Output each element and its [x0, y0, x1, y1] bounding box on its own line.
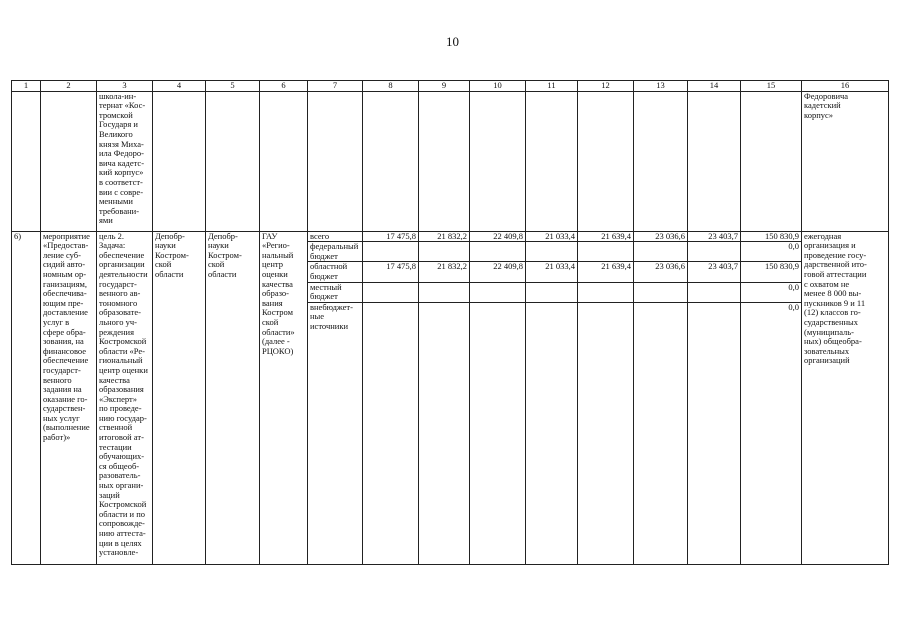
cell [526, 91, 578, 231]
source-label: федеральный бюджет [308, 242, 363, 262]
cell-item-number: 6) [12, 231, 41, 564]
source-label: местный бюджет [308, 282, 363, 302]
value-cell: 21 033,4 [526, 262, 578, 282]
cell-customer: Депобр- науки Костром- ской области [206, 231, 260, 564]
cell [206, 91, 260, 231]
cell [153, 91, 206, 231]
page-number: 10 [446, 34, 459, 49]
col-header: 8 [363, 81, 419, 92]
col-header: 16 [802, 81, 889, 92]
value-cell [688, 242, 741, 262]
cell [419, 91, 470, 231]
budget-table [11, 80, 889, 565]
value-cell [419, 282, 470, 302]
value-cell: 22 409,8 [470, 262, 526, 282]
cell [470, 91, 526, 231]
value-cell [526, 302, 578, 564]
value-cell-total: 0,0 [741, 242, 802, 262]
col-header: 12 [578, 81, 634, 92]
cell [260, 91, 308, 231]
source-label: внебюджет- ные источники [308, 302, 363, 564]
cell-goal: цель 2. Задача: обеспечение организации деятельности государст- венного ав- тономного образовате- льного уч- реждения Костромской области «Ре- гиональный центр оценки качества образования «Эксперт» по проведе- нию государ- ственной итоговой ат- тестации обучающих- ся общеоб- разователь- ных органи- заций Костромской области и по сопровожде- нию аттеста- ции в целях установле- [97, 231, 153, 564]
cell [12, 91, 41, 231]
value-cell: 21 832,2 [419, 231, 470, 242]
col-header: 6 [260, 81, 308, 92]
cell [578, 91, 634, 231]
value-cell: 17 475,8 [363, 262, 419, 282]
cell [308, 91, 363, 231]
value-cell [526, 282, 578, 302]
value-cell: 21 639,4 [578, 231, 634, 242]
value-cell [470, 302, 526, 564]
value-cell [578, 242, 634, 262]
value-cell [688, 302, 741, 564]
cell-measure: мероприятие «Предостав- ление суб- сидий авто- номным ор- ганизациям, обеспечива- ющим пре- доставление услуг в сфере обра- зования, на финансовое обеспечение государст- венного задания на оказание го- сударствен- ных услуг (выполнение работ)» [41, 231, 97, 564]
cell-goal-continued: школа-ин- тернат «Кос- тромской Государя и Великого князя Миха- ила Федоро- вича кадетс- кий корпус» в соответст- вии с совре- менными требовани- ями [97, 91, 153, 231]
value-cell [578, 282, 634, 302]
value-cell [634, 242, 688, 262]
source-row [12, 231, 889, 242]
header-row [12, 81, 889, 92]
value-cell-total: 150 830,9 [741, 262, 802, 282]
col-header: 15 [741, 81, 802, 92]
value-cell [470, 282, 526, 302]
value-cell: 23 036,6 [634, 262, 688, 282]
col-header: 4 [153, 81, 206, 92]
value-cell-total: 0,0 [741, 282, 802, 302]
cell [741, 91, 802, 231]
col-header: 13 [634, 81, 688, 92]
col-header: 9 [419, 81, 470, 92]
value-cell: 22 409,8 [470, 231, 526, 242]
col-header: 11 [526, 81, 578, 92]
value-cell: 23 403,7 [688, 262, 741, 282]
value-cell [419, 302, 470, 564]
col-header: 2 [41, 81, 97, 92]
value-cell [470, 242, 526, 262]
cell [363, 91, 419, 231]
value-cell [363, 302, 419, 564]
value-cell-total: 150 830,9 [741, 231, 802, 242]
cell [634, 91, 688, 231]
source-label: областной бюджет [308, 262, 363, 282]
cell-expected-result: ежегодная организация и проведение госу- дарственной ито- говой аттестации с охватом не менее 8 000 вы- пускников 9 и 11 (12) классов го- сударственных (муниципаль- ных) общеобра- зовательных организаций [802, 231, 889, 564]
col-header: 10 [470, 81, 526, 92]
value-cell [363, 242, 419, 262]
col-header: 1 [12, 81, 41, 92]
cell [688, 91, 741, 231]
cell-responsible: Депобр- науки Костром- ской области [153, 231, 206, 564]
value-cell [363, 282, 419, 302]
value-cell [526, 242, 578, 262]
value-cell [419, 242, 470, 262]
value-cell [578, 302, 634, 564]
cell [41, 91, 97, 231]
source-label: всего [308, 231, 363, 242]
value-cell-total: 0,0 [741, 302, 802, 564]
cell-result-continued: Федоровича кадетский корпус» [802, 91, 889, 231]
value-cell: 23 036,6 [634, 231, 688, 242]
col-header: 14 [688, 81, 741, 92]
value-cell: 21 033,4 [526, 231, 578, 242]
value-cell [634, 282, 688, 302]
col-header: 5 [206, 81, 260, 92]
value-cell: 21 832,2 [419, 262, 470, 282]
value-cell [688, 282, 741, 302]
value-cell: 23 403,7 [688, 231, 741, 242]
value-cell: 17 475,8 [363, 231, 419, 242]
continuation-row [12, 91, 889, 231]
col-header: 7 [308, 81, 363, 92]
col-header: 3 [97, 81, 153, 92]
value-cell [634, 302, 688, 564]
cell-executor: ГАУ «Регио- нальный центр оценки качества образо- вания Костром ской области» (далее - РЦОКО) [260, 231, 308, 564]
value-cell: 21 639,4 [578, 262, 634, 282]
